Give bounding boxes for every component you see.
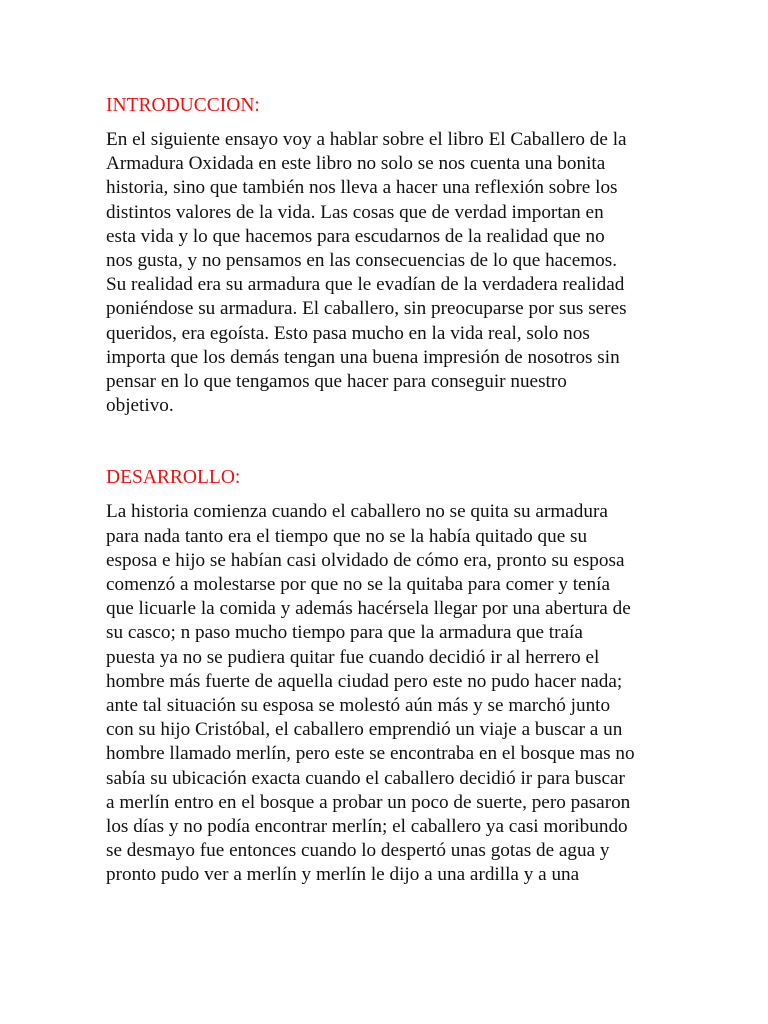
text-line: poniéndose su armadura. El caballero, sin preocuparse por sus seres xyxy=(106,298,627,320)
text-line: historia, sino que también nos lleva a hacer una reflexión sobre los xyxy=(106,177,618,199)
section-introduccion xyxy=(106,92,666,418)
text-line: objetivo. xyxy=(106,395,174,417)
paragraph-desarrollo xyxy=(106,500,666,887)
section-heading-introduccion: INTRODUCCION: xyxy=(106,95,260,116)
text-line: importa que los demás tengan una buena impresión de nosotros sin xyxy=(106,346,620,368)
text-line: hombre llamado merlín, pero este se encontraba en el bosque mas no xyxy=(106,743,635,765)
text-line: Su realidad era su armadura que le evadían de la verdadera realidad xyxy=(106,274,625,296)
text-line: los días y no podía encontrar merlín; el caballero ya casi moribundo xyxy=(106,816,628,838)
document-page xyxy=(106,92,666,888)
text-line: se desmayo fue entonces cuando lo despertó unas gotas de agua y xyxy=(106,840,610,862)
text-line: La historia comienza cuando el caballero no se quita su armadura xyxy=(106,501,608,523)
text-line: pronto pudo ver a merlín y merlín le dijo a una ardilla y a una xyxy=(106,864,580,886)
text-line: sabía su ubicación exacta cuando el caballero decidió ir para buscar xyxy=(106,767,625,789)
text-line: queridos, era egoísta. Esto pasa mucho en la vida real, solo nos xyxy=(106,322,590,344)
text-line: ante tal situación su esposa se molestó aún más y se marchó junto xyxy=(106,695,611,717)
text-line: hombre más fuerte de aquella ciudad pero este no pudo hacer nada; xyxy=(106,670,623,692)
text-line: nos gusta, y no pensamos en las consecuencias de lo que hacemos. xyxy=(106,250,617,272)
text-line: esta vida y lo que hacemos para escudarnos de la realidad que no xyxy=(106,225,605,247)
text-line: comenzó a molestarse por que no se la quitaba para comer y tenía xyxy=(106,574,610,596)
text-line: que licuarle la comida y además hacérsela llegar por una abertura de xyxy=(106,598,631,620)
text-line: En el siguiente ensayo voy a hablar sobre el libro El Caballero de la xyxy=(106,129,627,150)
section-heading-desarrollo: DESARROLLO: xyxy=(106,467,241,489)
text-line: pensar en lo que tengamos que hacer para conseguir nuestro xyxy=(106,371,567,393)
text-line: Armadura Oxidada en este libro no solo se nos cuenta una bonita xyxy=(106,153,606,175)
paragraph-introduccion xyxy=(106,128,666,418)
text-line: esposa e hijo se habían casi olvidado de cómo era, pronto su esposa xyxy=(106,549,625,571)
section-desarrollo xyxy=(106,464,666,887)
section-spacer xyxy=(106,418,666,464)
text-line: su casco; n paso mucho tiempo para que la armadura que traía xyxy=(106,622,583,644)
text-line: puesta ya no se pudiera quitar fue cuando decidió ir al herrero el xyxy=(106,646,600,668)
text-line: con su hijo Cristóbal, el caballero emprendió un viaje a buscar a un xyxy=(106,719,623,741)
text-line: distintos valores de la vida. Las cosas que de verdad importan en xyxy=(106,201,604,223)
text-line: a merlín entro en el bosque a probar un poco de suerte, pero pasaron xyxy=(106,791,631,813)
text-line: para nada tanto era el tiempo que no se la había quitado que su xyxy=(106,525,588,547)
